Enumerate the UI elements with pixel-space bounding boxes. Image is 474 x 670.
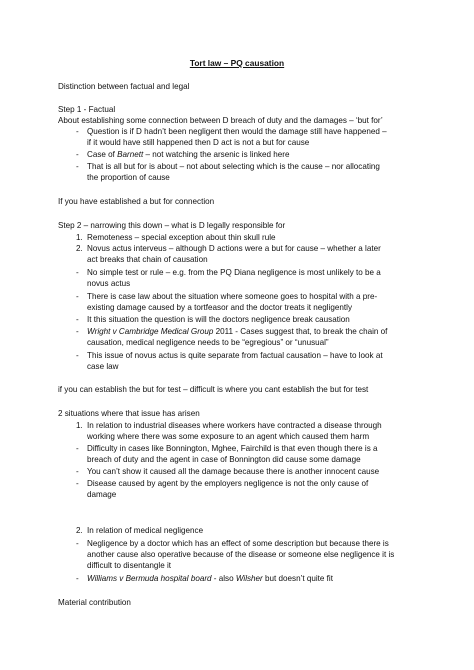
situations-item1-line2: working where there was some exposure to an agent which caused them harm [87,432,370,441]
situations-bullet4-line1: Negligence by a doctor which has an effect of some description but because there is [87,539,389,548]
bullet-marker: - [76,150,79,159]
situations-bullet2: You can’t show it caused all the damage because there is another innocent cause [87,467,380,476]
bullet-marker: - [76,268,79,277]
step2-heading: Step 2 – narrowing this down – what is D legally responsible for [58,221,286,230]
step2-item2-line2: act breaks that chain of causation [87,255,208,264]
bullet-marker: - [76,539,79,548]
step2-bullet4-line2: causation, medical negligence needs to be “egregious” or “unusual” [87,338,329,347]
bullet-marker: - [76,467,79,476]
step2-item2-line1: Novus actus interveus – although D actions were a but for cause – whether a later [87,244,381,253]
situations-bullet3-line2: damage [87,490,117,499]
step1-bullet3-line2: the proportion of cause [87,173,170,182]
step2-bullet1-line2: novus actus [87,279,131,288]
list-number: 2. [76,244,83,253]
bullet-marker: - [76,444,79,453]
list-number: 1. [76,421,83,430]
list-number: 1. [76,233,83,242]
situations-item2: In relation of medical negligence [87,526,204,535]
bullet-marker: - [76,162,79,171]
case-name: Wright v Cambridge Medical Group [87,327,214,336]
situations-bullet1-line1: Difficulty in cases like Bonnington, Mghee, Fairchild is that even though there is a [87,444,378,453]
bullet-marker: - [76,315,79,324]
situations-bullet4-line2: another cause also operative because of the disease or someone else negligence it is [87,550,395,559]
if-establish-line: if you can establish the but for test – difficult is where you cant establish the but for test [58,385,369,394]
situations-bullet4-line3: difficult to disentangle it [87,561,171,570]
case-name: Williams v Bermuda hospital board [87,574,212,583]
bullet-marker: - [76,479,79,488]
step2-bullet3: It this situation the question is will the doctors negligence break causation [87,315,350,324]
step2-bullet2-line2: existing damage caused by a tortfeasor and the doctor treats it negligently [87,303,353,312]
step1-heading: Step 1 - Factual [58,105,116,114]
step1-bullet1-line2: if it would have still happened then D act is not a but for cause [87,138,310,147]
case-name: Wilsher [235,574,263,583]
intro-line: Distinction between factual and legal [58,82,190,91]
established-line: If you have established a but for connection [58,197,215,206]
material-contribution-heading: Material contribution [58,598,131,607]
step1-bullet1-line1: Question is if D hadn’t been negligent then would the damage still have happened – [87,127,387,136]
bullet-marker: - [76,574,79,583]
step2-bullet5-line2: case law [87,362,119,371]
step1-bullet3-line1: That is all but for is about – not about selecting which is the cause – nor allocating [87,162,380,171]
situations-heading: 2 situations where that issue has arisen [58,409,200,418]
situations-bullet5: Williams v Bermuda hospital board - also Wilsher but doesn’t quite fit [87,574,333,583]
bullet-marker: - [76,127,79,136]
document-title: Tort law – PQ causation [189,58,285,68]
step2-bullet4-line1: Wright v Cambridge Medical Group 2011 - Cases suggest that, to break the chain of [87,327,388,336]
bullet-marker: - [76,292,79,301]
list-number: 2. [76,526,83,535]
step1-bullet2: Case of Barnett – not watching the arsenic is linked here [87,150,290,159]
step2-bullet2-line1: There is case law about the situation where someone goes to hospital with a pre- [87,292,378,301]
situations-bullet1-line2: breach of duty and the agent in case of Bonnington did cause some damage [87,455,361,464]
step1-desc: About establishing some connection between D breach of duty and the damages – ‘but for’ [58,116,383,125]
step2-bullet1-line1: No simple test or rule – e.g. from the PQ Diana negligence is most unlikely to be a [87,268,381,277]
case-name: Barnett [117,150,144,159]
situations-item1-line1: In relation to industrial diseases where workers have contracted a disease through [87,421,382,430]
situations-bullet3-line1: Disease caused by agent by the employers negligence is not the only cause of [87,479,369,488]
bullet-marker: - [76,351,79,360]
bullet-marker: - [76,327,79,336]
step2-item1: Remoteness – special exception about thin skull rule [87,233,276,242]
step2-bullet5-line1: This issue of novus actus is quite separate from factual causation – have to look at [87,351,383,360]
